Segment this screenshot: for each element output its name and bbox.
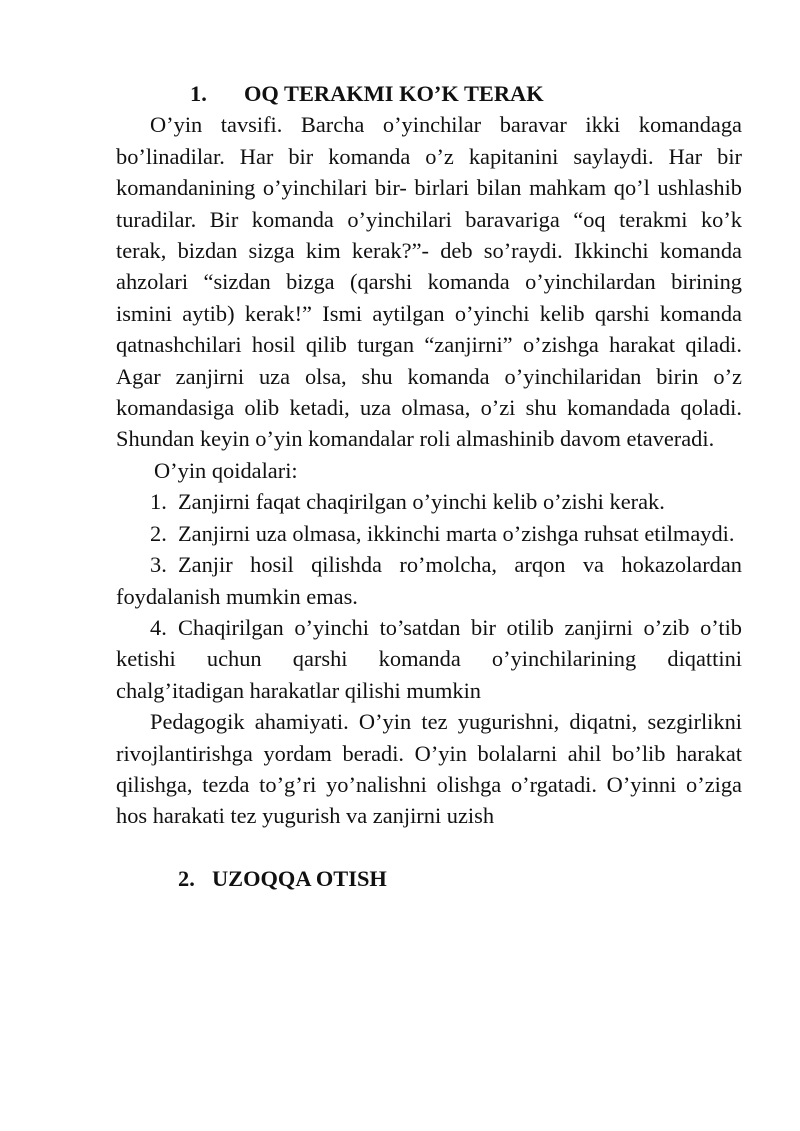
rule-item-3 xyxy=(116,549,742,612)
rule-number: 1. xyxy=(150,489,167,515)
rules-label: O’yin qoidalari: xyxy=(154,457,298,483)
rule-text: Zanjirni uza olmasa, ikkinchi marta o’zishga ruhsat etilmaydi. xyxy=(178,520,735,546)
rule-item-4 xyxy=(116,612,742,706)
rule-item-1 xyxy=(116,486,742,517)
rule-number: 4. xyxy=(150,614,167,640)
rule-text: Zanjirni faqat chaqirilgan o’yinchi kelib o’zishi kerak. xyxy=(178,489,665,515)
section-2-title: UZOQQA OTISH xyxy=(212,866,387,892)
section-1-heading xyxy=(116,78,742,109)
rule-number: 3. xyxy=(150,552,167,578)
rule-item-2 xyxy=(116,518,742,549)
game-description-paragraph: O’yin tavsifi. Barcha o’yinchilar baravar ikki komandaga bo’linadilar. Har bir komanda o’z kapitanini saylaydi. Har bir komandanining o’yinchilari bir- birlari bilan mahkam qo’l ushlashib turadilar. Bir komanda o’yinchilari baravariga “oq terakmi ko’k terak, bizdan sizga kim kerak?”- deb so’raydi. Ikkinchi komanda ahzolari “sizdan bizga (qarshi komanda o’yinchilardan birining ismini aytib) kerak!” Ismi aytilgan o’yinchi kelib qarshi komanda qatnashchilari hosil qilib turgan “zanjirni” o’zishga harakat qiladi. Agar zanjirni uza olsa, shu komanda o’yinchilaridan birin o’z komandasiga olib ketadi, uza olmasa, o’zi shu komandada qoladi. Shundan keyin o’yin komandalar roli almashinib davom etaveradi. xyxy=(116,112,742,452)
rule-number: 2. xyxy=(150,520,167,546)
section-2-heading xyxy=(116,863,742,894)
rule-text: Zanjir hosil qilishda ro’molcha, arqon va hokazolardan foydalanish mumkin emas. xyxy=(116,552,742,609)
section-1-title: OQ TERAKMI KO’K TERAK xyxy=(244,81,544,106)
pedagogical-paragraph: Pedagogik ahamiyati. O’yin tez yugurishni, diqatni, sezgirlikni rivojlantirishga yordam beradi. O’yin bolalarni ahil bo’lib harakat qilishga, tezda to’g’ri yo’nalishni olishga o’rgatadi. O’yinni o’ziga hos harakati tez yugurish va zanjirni uzish xyxy=(116,709,742,829)
document-body xyxy=(116,78,742,895)
rule-text: Chaqirilgan o’yinchi to’satdan bir otilib zanjirni o’zib o’tib ketishi uchun qarshi komanda o’yinchilarining diqattini chalg’itadigan harakatlar qilishi mumkin xyxy=(116,614,742,703)
section-1-number: 1. xyxy=(190,81,207,106)
section-2-number: 2. xyxy=(178,866,195,892)
